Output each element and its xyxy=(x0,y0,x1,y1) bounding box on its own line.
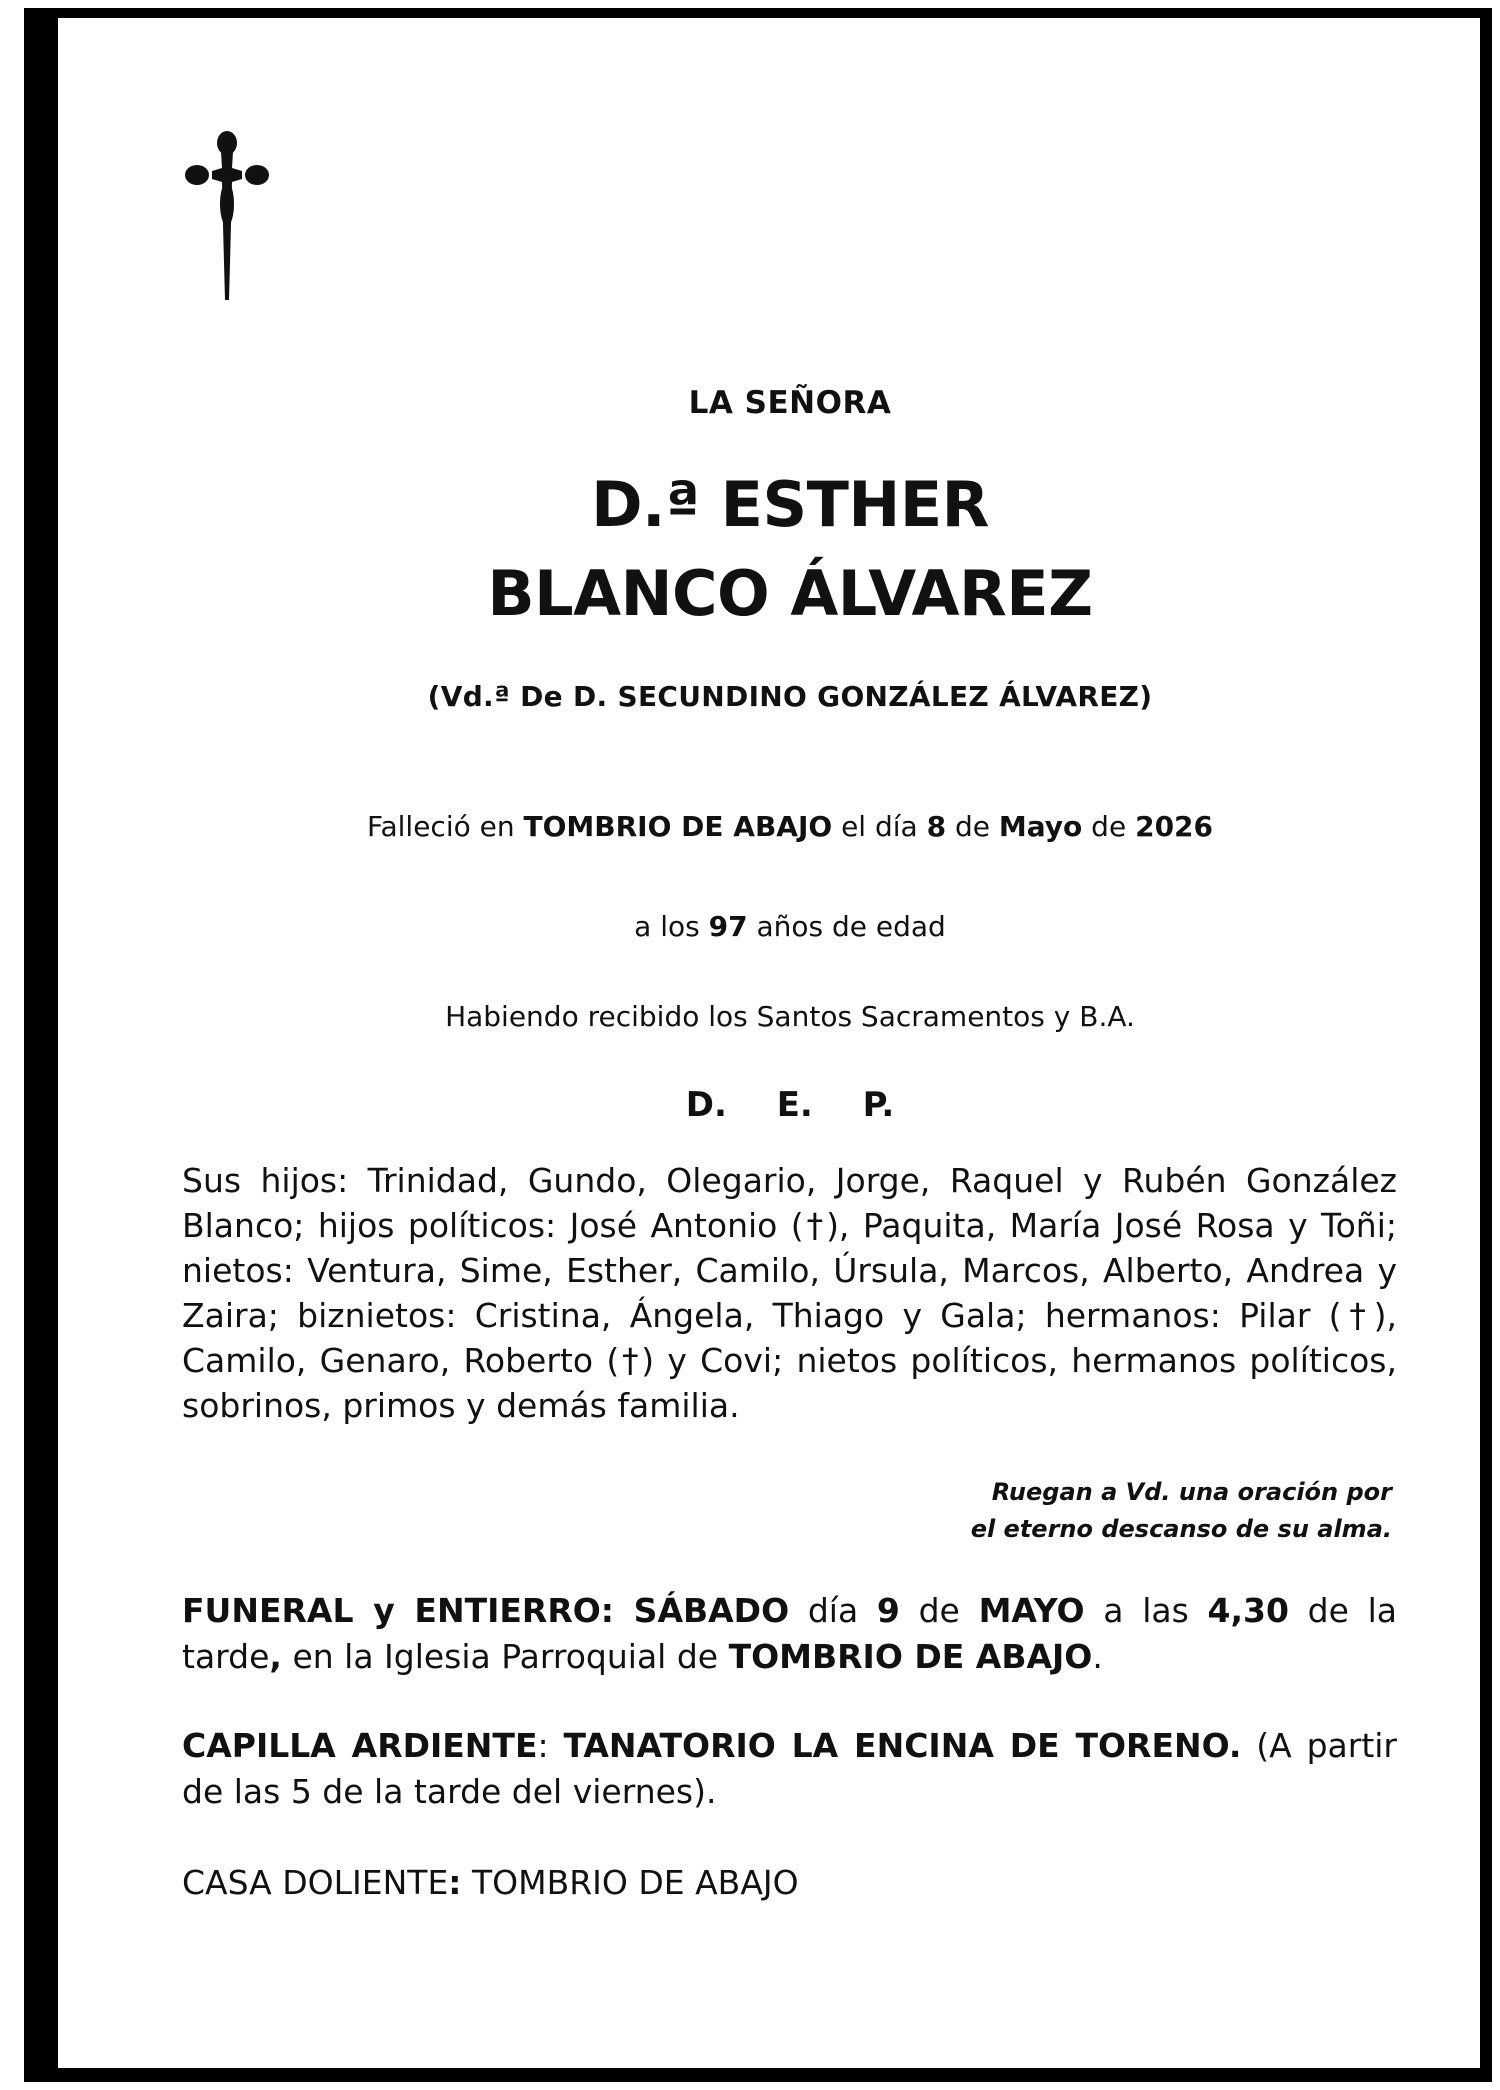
casa-place: TOMBRIO DE ABAJO xyxy=(461,1863,799,1902)
family-paragraph: Sus hijos: Trinidad, Gundo, Olegario, Jorge, Raquel y Rubén González Blanco; hijos políticos: José Antonio (†), Paquita, María José Rosa y Toñi; nietos: Ventura, Sime, Esther, Camilo, Úrsula, Marcos, Alberto, Andrea y Zaira; biznietos: Cristina, Ángela, Thiago y Gala; hermanos: Pilar (†), Camilo, Genaro, Roberto (†) y Covi; nietos políticos, hermanos políticos, sobrinos, primos y demás familia. xyxy=(182,1161,1397,1425)
prayer-line-1: Ruegan a Vd. una oración por xyxy=(991,1478,1392,1506)
dep-line: D. E. P. xyxy=(685,1085,895,1125)
capilla-place: TANATORIO LA ENCINA DE TORENO. xyxy=(563,1726,1242,1765)
death-year: 2026 xyxy=(1135,810,1214,843)
deceased-name-line-2: BLANCO ÁLVAREZ xyxy=(487,557,1093,630)
death-place: TOMBRIO DE ABAJO xyxy=(523,810,833,843)
title-label: LA SEÑORA xyxy=(688,385,892,421)
deceased-name-line-1: D.ª ESTHER xyxy=(591,468,989,541)
capilla-label: CAPILLA ARDIENTE xyxy=(182,1726,538,1765)
casa-label: CASA DOLIENTE xyxy=(182,1863,449,1902)
cross-icon xyxy=(182,130,272,305)
age-years: 97 xyxy=(708,910,748,943)
death-day: 8 xyxy=(926,810,947,843)
widow-note: (Vd.ª De D. SECUNDINO GONZÁLEZ ÁLVAREZ) xyxy=(427,680,1153,713)
funeral-info: FUNERAL y ENTIERRO: SÁBADO día 9 de MAYO a las 4,30 de la tarde, en la Iglesia Parroquial de TOMBRIO DE ABAJO. xyxy=(182,1591,1398,1676)
casa-info: CASA DOLIENTE: TOMBRIO DE ABAJO xyxy=(182,1863,799,1902)
death-month: Mayo xyxy=(998,810,1083,843)
funeral-label: FUNERAL y ENTIERRO: SÁBADO xyxy=(182,1591,790,1630)
age-line: a los 97 años de edad xyxy=(634,910,946,943)
capilla-info: CAPILLA ARDIENTE: TANATORIO LA ENCINA DE TORENO. (A partir de las 5 de la tarde del viernes). xyxy=(182,1726,1397,1811)
prayer-request xyxy=(700,1474,1392,1548)
death-notice: Falleció en TOMBRIO DE ABAJO el día 8 de Mayo de 2026 xyxy=(366,810,1214,843)
sacraments-line: Habiendo recibido los Santos Sacramentos y B.A. xyxy=(445,1000,1135,1033)
prayer-line-2: el eterno descanso de su alma. xyxy=(970,1515,1392,1543)
funeral-place: TOMBRIO DE ABAJO xyxy=(728,1637,1093,1676)
